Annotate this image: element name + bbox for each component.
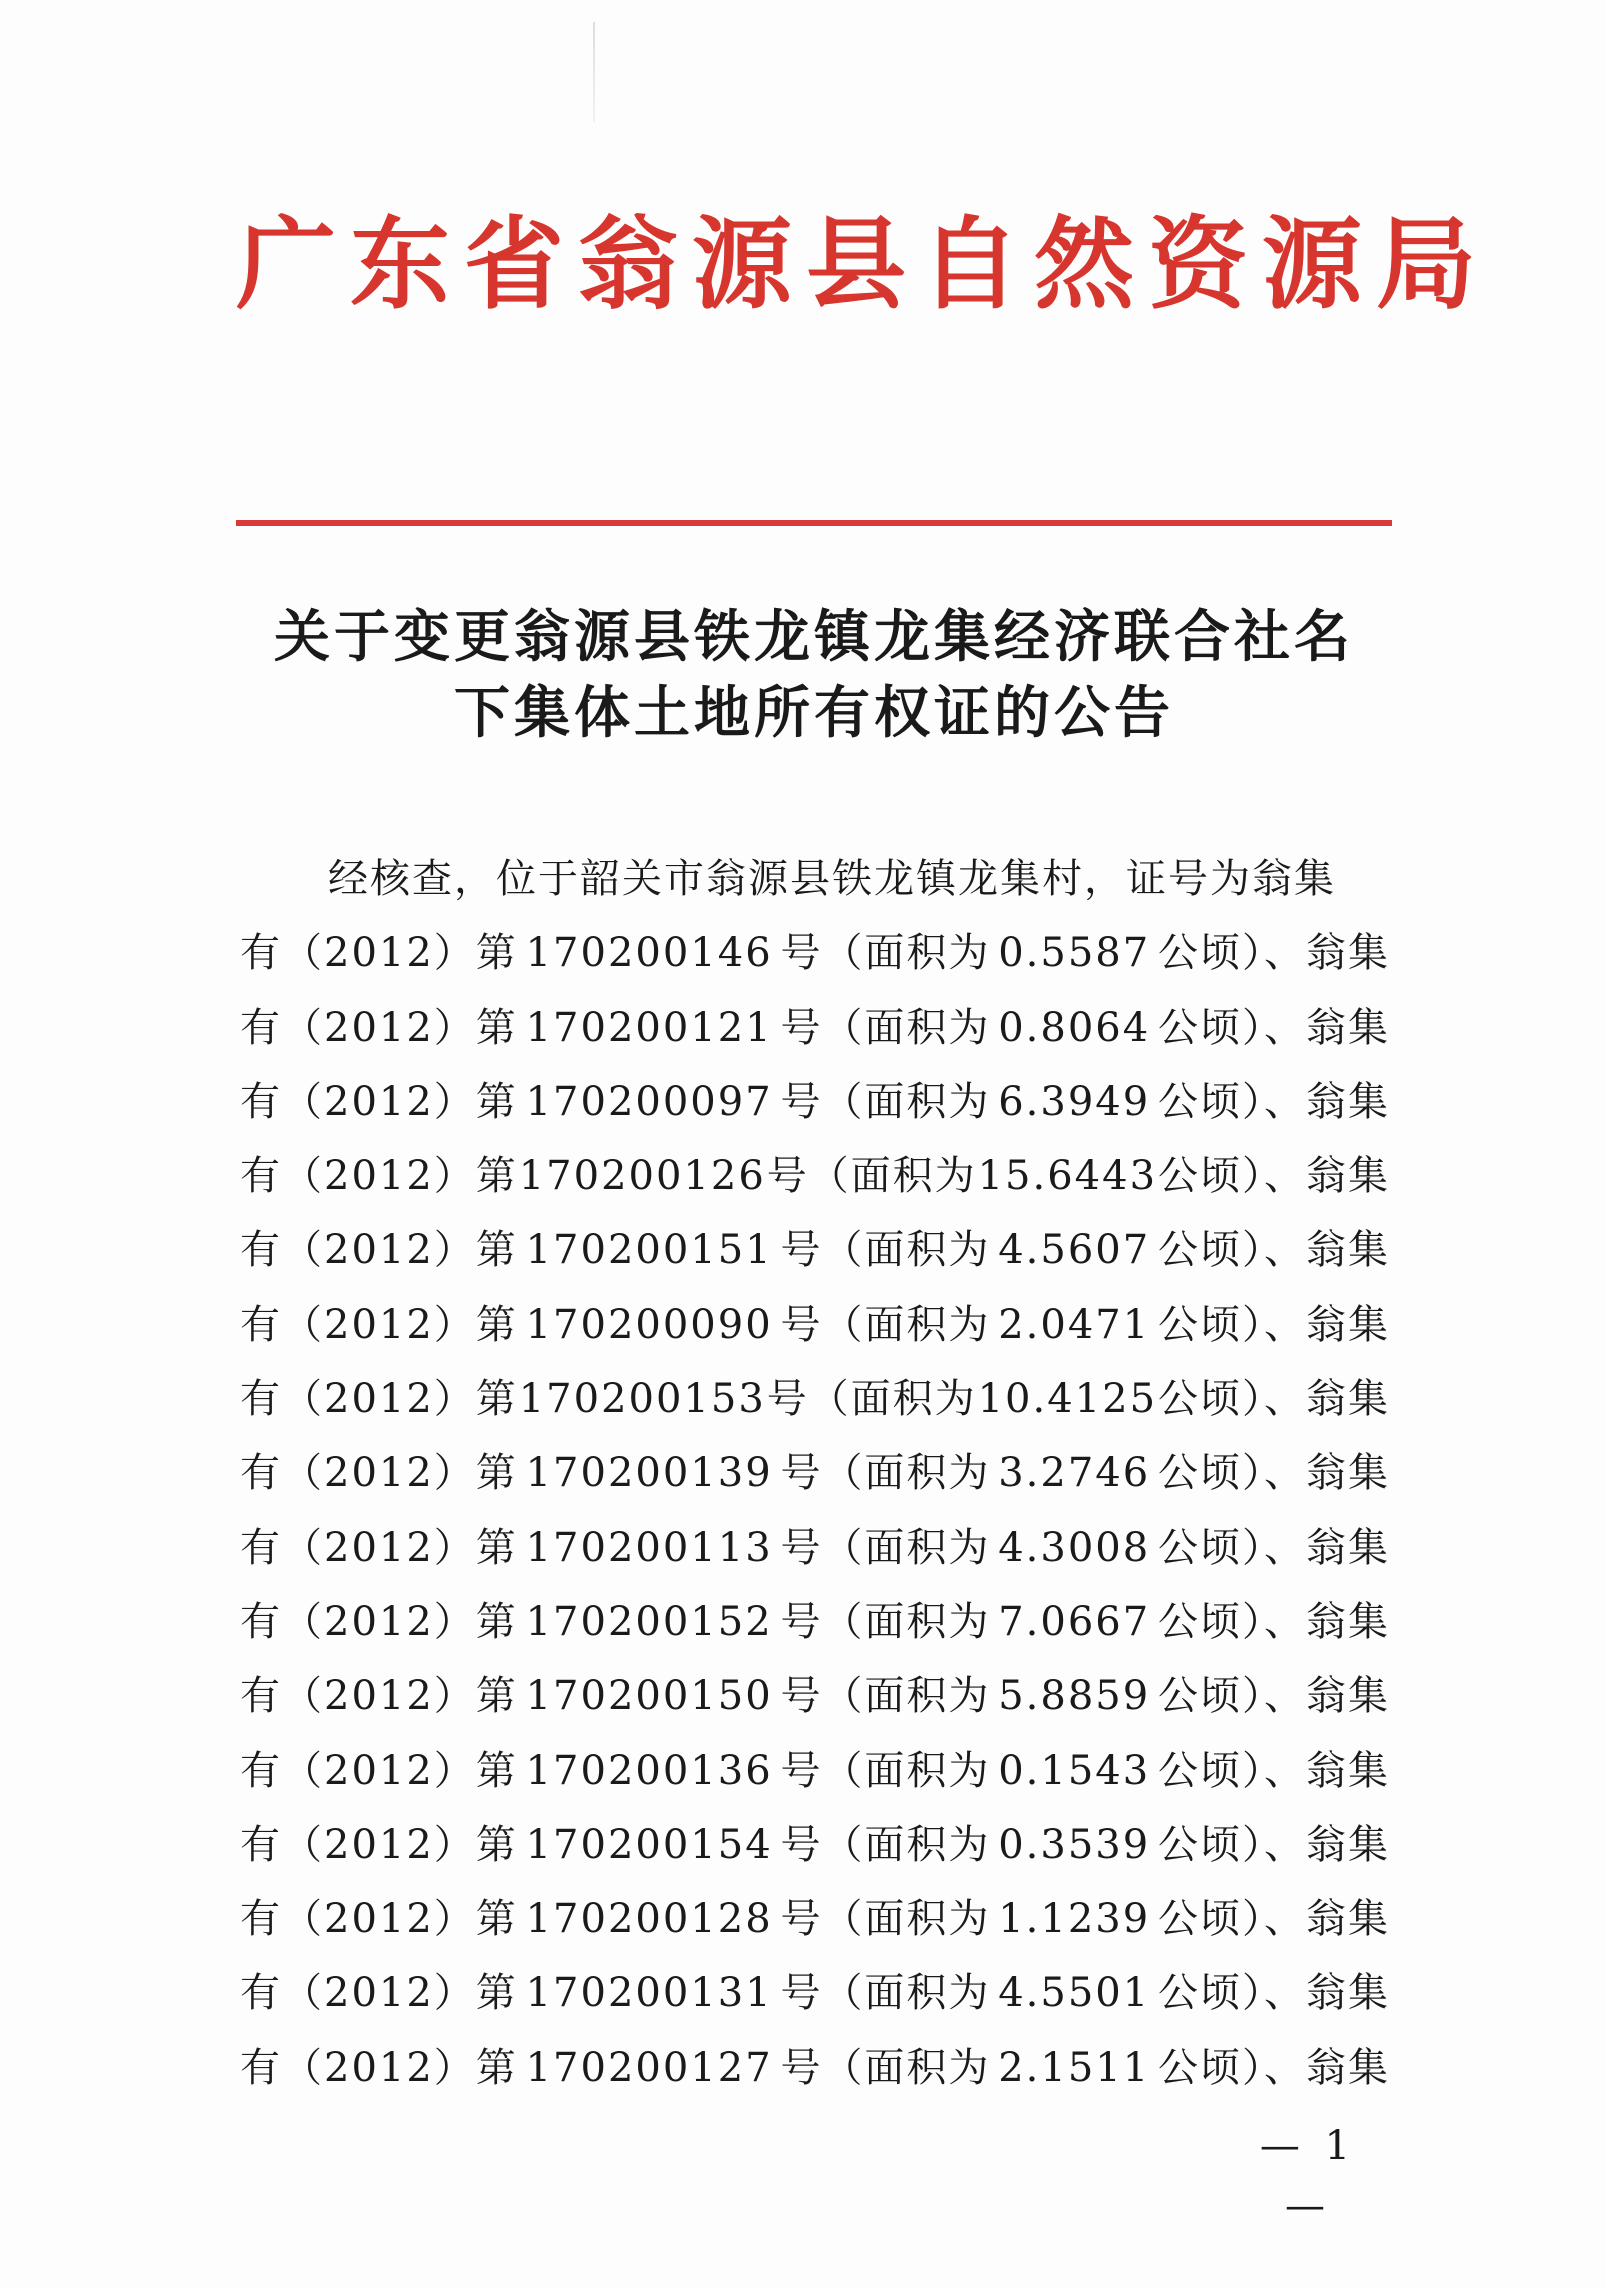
certificate-row: [240, 1436, 1390, 1510]
title-line-1: 关于变更翁源县铁龙镇龙集经济联合社名: [274, 605, 1354, 670]
certificate-row: [240, 1362, 1390, 1436]
certificate-area: 4.5607: [998, 1227, 1151, 1274]
certificate-prefix: 有（2012）第: [240, 1524, 518, 1571]
certificate-prefix: 有（2012）第: [240, 2044, 518, 2091]
certificate-number-suffix: 号（面积为: [780, 1450, 991, 1497]
certificate-prefix: 有（2012）第: [240, 1450, 518, 1497]
certificate-row: [240, 1511, 1390, 1585]
certificate-prefix: 有（2012）第: [240, 1598, 518, 1645]
certificate-number-suffix: 号（面积为: [766, 1153, 977, 1200]
certificate-area-unit: 公顷）、翁集: [1158, 1078, 1390, 1125]
certificate-prefix: 有（2012）第: [240, 1896, 518, 1943]
certificate-prefix: 有（2012）第: [240, 1747, 518, 1794]
certificate-row: [240, 1956, 1390, 2030]
certificate-number: 170200139: [525, 1450, 773, 1497]
certificate-prefix: 有（2012）第: [240, 1301, 518, 1348]
certificate-area: 4.3008: [998, 1524, 1151, 1571]
certificate-prefix: 有（2012）第: [240, 930, 518, 977]
certificate-row: [240, 1139, 1390, 1213]
certificate-number-suffix: 号（面积为: [780, 1598, 991, 1645]
certificate-area-unit: 公顷）、翁集: [1158, 1301, 1390, 1348]
certificate-area-unit: 公顷）、翁集: [1158, 1227, 1390, 1274]
intro-text: 经核查，位于韶关市翁源县铁龙镇龙集村，证号为翁集: [328, 856, 1336, 902]
certificate-area-unit: 公顷）、翁集: [1158, 1598, 1390, 1645]
certificate-prefix: 有（2012）第: [240, 1227, 518, 1274]
certificate-area: 4.5501: [998, 1970, 1151, 2017]
certificate-row: [240, 1808, 1390, 1882]
certificate-number-suffix: 号（面积为: [780, 1227, 991, 1274]
certificate-row: [240, 1288, 1390, 1362]
certificate-row: [240, 916, 1390, 990]
certificate-area: 0.1543: [998, 1747, 1151, 1794]
certificate-row: [240, 991, 1390, 1065]
certificate-area: 3.2746: [998, 1450, 1151, 1497]
certificate-area: 15.6443: [977, 1153, 1158, 1200]
certificate-area-unit: 公顷）、翁集: [1158, 1747, 1390, 1794]
certificate-prefix: 有（2012）第: [240, 1821, 518, 1868]
certificate-area-unit: 公顷）、翁集: [1158, 930, 1390, 977]
certificate-number: 170200128: [525, 1896, 773, 1943]
certificate-area-unit: 公顷）、翁集: [1158, 1673, 1390, 1720]
certificate-number: 170200152: [525, 1598, 773, 1645]
certificate-number-suffix: 号（面积为: [780, 1747, 991, 1794]
certificate-area-unit: 公顷）、翁集: [1157, 1153, 1390, 1200]
certificate-area: 0.3539: [998, 1821, 1151, 1868]
certificate-number: 170200126: [518, 1153, 766, 1200]
certificate-area-unit: 公顷）、翁集: [1158, 1450, 1390, 1497]
certificate-number-suffix: 号（面积为: [780, 930, 991, 977]
certificate-number: 170200127: [525, 2044, 773, 2091]
certificate-row: [240, 1585, 1390, 1659]
certificate-number-suffix: 号（面积为: [780, 1673, 991, 1720]
certificate-number: 170200153: [518, 1376, 766, 1423]
issuing-authority-header: 广东省翁源县自然资源局: [236, 206, 1490, 323]
certificate-area: 1.1239: [998, 1896, 1151, 1943]
certificate-row: [240, 1065, 1390, 1139]
certificate-row: [240, 1882, 1390, 1956]
certificate-number-suffix: 号（面积为: [780, 1896, 991, 1943]
scan-artifact: [593, 22, 595, 122]
certificate-area: 5.8859: [998, 1673, 1151, 1720]
certificate-number-suffix: 号（面积为: [780, 1078, 991, 1125]
title-line-2: 下集体土地所有权证的公告: [454, 681, 1174, 746]
certificate-number-suffix: 号（面积为: [766, 1376, 977, 1423]
certificate-area: 7.0667: [998, 1598, 1151, 1645]
certificate-number-suffix: 号（面积为: [780, 1524, 991, 1571]
certificate-number: 170200154: [525, 1821, 773, 1868]
intro-line: [240, 842, 1390, 916]
certificate-number: 170200121: [525, 1004, 773, 1051]
certificate-row: [240, 1734, 1390, 1808]
announcement-title: [236, 600, 1392, 752]
certificate-number: 170200136: [525, 1747, 773, 1794]
certificate-number-suffix: 号（面积为: [780, 1301, 991, 1348]
certificate-area-unit: 公顷）、翁集: [1158, 1004, 1390, 1051]
certificate-number: 170200090: [525, 1301, 773, 1348]
certificate-prefix: 有（2012）第: [240, 1376, 518, 1423]
certificate-number-suffix: 号（面积为: [780, 2044, 991, 2091]
certificate-area-unit: 公顷）、翁集: [1158, 1821, 1390, 1868]
certificate-prefix: 有（2012）第: [240, 1004, 518, 1051]
certificate-prefix: 有（2012）第: [240, 1673, 518, 1720]
certificate-area: 6.3949: [998, 1078, 1151, 1125]
certificate-list: [240, 916, 1390, 2105]
certificate-prefix: 有（2012）第: [240, 1970, 518, 2017]
certificate-area-unit: 公顷）、翁集: [1158, 1970, 1390, 2017]
certificate-number: 170200146: [525, 930, 773, 977]
certificate-area-unit: 公顷）、翁集: [1158, 1896, 1390, 1943]
certificate-row: [240, 1213, 1390, 1287]
red-divider-line: [236, 520, 1392, 526]
certificate-area: 0.8064: [998, 1004, 1151, 1051]
certificate-prefix: 有（2012）第: [240, 1153, 518, 1200]
certificate-number: 170200151: [525, 1227, 773, 1274]
certificate-area-unit: 公顷）、翁集: [1158, 1524, 1390, 1571]
certificate-number: 170200113: [525, 1524, 773, 1571]
certificate-number-suffix: 号（面积为: [780, 1821, 991, 1868]
certificate-number: 170200150: [525, 1673, 773, 1720]
certificate-number: 170200097: [525, 1078, 773, 1125]
announcement-body: [240, 842, 1390, 2105]
certificate-area: 2.0471: [998, 1301, 1151, 1348]
certificate-area: 0.5587: [998, 930, 1151, 977]
page-number: — 1 —: [1259, 2123, 1357, 2229]
certificate-number-suffix: 号（面积为: [780, 1970, 991, 2017]
certificate-area: 10.4125: [977, 1376, 1158, 1423]
certificate-number-suffix: 号（面积为: [780, 1004, 991, 1051]
certificate-area-unit: 公顷）、翁集: [1157, 1376, 1390, 1423]
certificate-row: [240, 2031, 1390, 2105]
certificate-area-unit: 公顷）、翁集: [1158, 2044, 1390, 2091]
certificate-row: [240, 1659, 1390, 1733]
certificate-number: 170200131: [525, 1970, 773, 2017]
certificate-area: 2.1511: [998, 2044, 1151, 2091]
certificate-prefix: 有（2012）第: [240, 1078, 518, 1125]
